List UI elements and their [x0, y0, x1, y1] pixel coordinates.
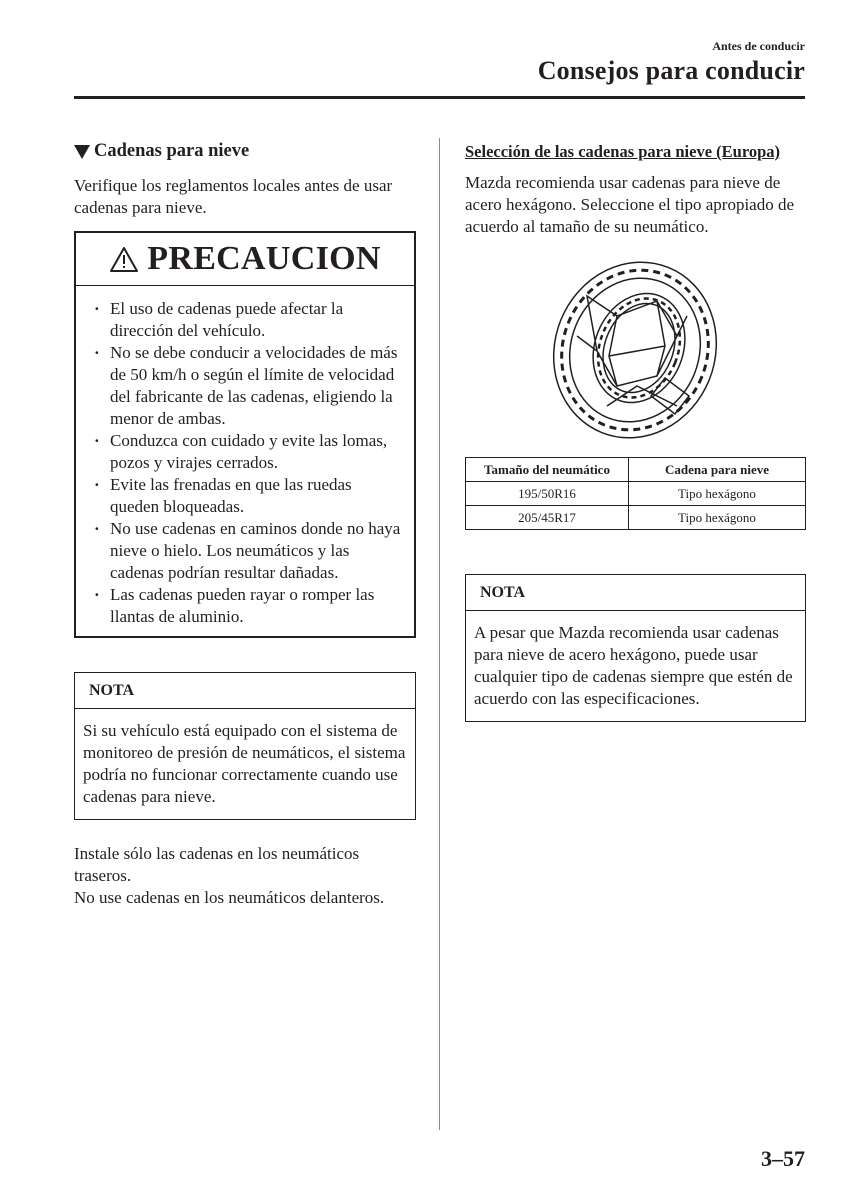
- caution-item: · El uso de cadenas puede afectar la dirección del vehículo.: [90, 298, 404, 342]
- table-header-cell: Cadena para nieve: [629, 458, 806, 482]
- intro-text: Verifique los reglamentos locales antes de usar cadenas para nieve.: [74, 176, 393, 217]
- table-header-row: [466, 458, 806, 482]
- subsection-text: Mazda recomienda usar cadenas para nieve de acero hexágono. Seleccione el tipo apropiado de acuerdo al tamaño de su neumático.: [465, 173, 795, 236]
- caution-title: PRECAUCION: [147, 240, 381, 277]
- caution-item: · No se debe conducir a velocidades de más de 50 km/h o según el límite de velocidad del fabricante de las cadenas, eligiendo la menor de ambas.: [90, 342, 404, 430]
- note-box: [74, 672, 416, 820]
- table-cell: Tipo hexágono: [629, 482, 806, 506]
- note-box: [465, 574, 806, 722]
- table-row: [466, 506, 806, 530]
- table-cell: Tipo hexágono: [629, 506, 806, 530]
- right-column: [465, 141, 806, 722]
- closing-text-2: No use cadenas en los neumáticos delanteros.: [74, 888, 385, 907]
- note-title: NOTA: [75, 673, 415, 709]
- section-title: Cadenas para nieve: [94, 141, 250, 161]
- table-row: [466, 482, 806, 506]
- note-text: Si su vehículo está equipado con el sistema de monitoreo de presión de neumáticos, el sistema podría no funcionar correctamente cuando use cadenas para nieve.: [83, 721, 406, 806]
- table-cell: 205/45R17: [466, 506, 629, 530]
- page-number: 3–57: [761, 1146, 805, 1171]
- closing-text-1: Instale sólo las cadenas en los neumáticos traseros.: [74, 844, 360, 885]
- table-cell: 195/50R16: [466, 482, 629, 506]
- warning-triangle-icon: [109, 246, 139, 273]
- caution-item: · No use cadenas en caminos donde no haya nieve o hielo. Los neumáticos y las cadenas podrían resultar dañadas.: [90, 518, 404, 584]
- left-column: [74, 141, 416, 909]
- snow-chain-illustration: [547, 256, 723, 442]
- section-heading: [74, 141, 416, 162]
- column-divider: [439, 138, 440, 1130]
- caution-header: [76, 233, 414, 286]
- page-title: Consejos para conducir: [537, 56, 805, 85]
- caution-item: · Las cadenas pueden rayar o romper las llantas de aluminio.: [90, 584, 404, 628]
- note-text: A pesar que Mazda recomienda usar cadenas para nieve de acero hexágono, puede usar cualquier tipo de cadenas siempre que estén de acuerdo con las especificaciones.: [474, 623, 793, 708]
- subsection-title: Selección de las cadenas para nieve (Europa): [465, 142, 781, 161]
- caution-item: · Evite las frenadas en que las ruedas queden bloqueadas.: [90, 474, 404, 518]
- snow-chain-icon: [547, 256, 723, 442]
- note-title: NOTA: [466, 575, 805, 611]
- caution-list: [90, 298, 404, 628]
- section-label: Antes de conducir: [712, 39, 805, 53]
- caution-box: [74, 231, 416, 638]
- caution-item: · Conduzca con cuidado y evite las lomas, pozos y virajes cerrados.: [90, 430, 404, 474]
- tire-chain-table: [465, 457, 806, 530]
- header-rule: [74, 96, 805, 99]
- caution-body: [76, 286, 414, 636]
- table-header-cell: Tamaño del neumático: [466, 458, 629, 482]
- triangle-down-icon: [74, 145, 90, 159]
